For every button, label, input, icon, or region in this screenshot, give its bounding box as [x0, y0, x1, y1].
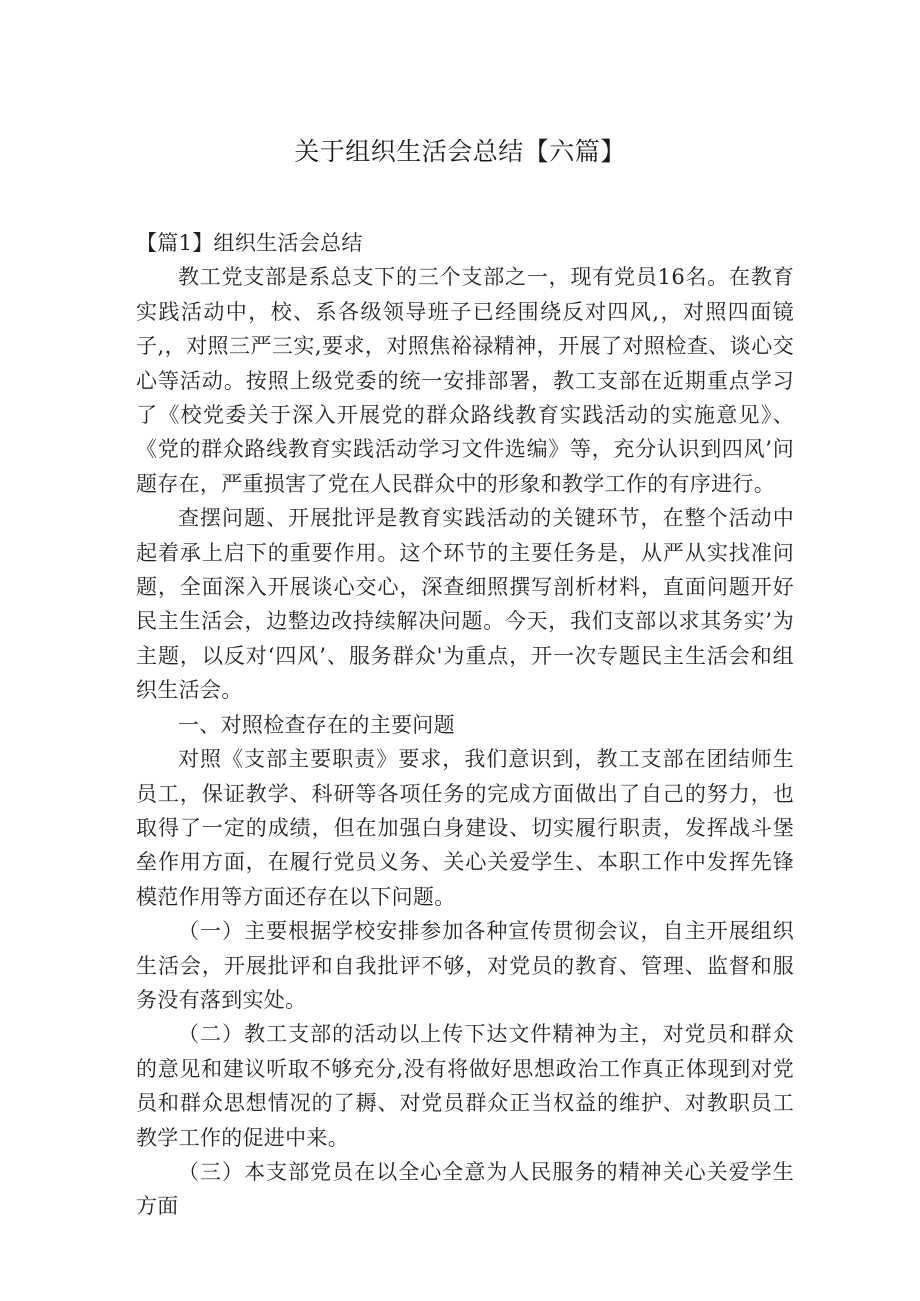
paragraph: 教工党支部是系总支下的三个支部之一，现有党员16名。在教育实践活动中，校、系各级领导班子已经围绕反对四风,，对照四面镜子,，对照三严三实,要求，对照焦裕禄精神，开展了对照检查、谈心交心等活动。按照上级党委的统一安排部署，教工支部在近期重点学习了《校党委关于深入开展党的群众路线教育实践活动的实施意见》、《党的群众路线教育实践活动学习文件选编》等，充分认识到四风’问题存在，严重损害了党在人民群众中的形象和教学工作的有序进行。: [136, 265, 794, 496]
list-item: （二）教工支部的活动以上传下达文件精神为主，对党员和群众的意见和建议听取不够充分,没有将做好思想政治工作真正体现到对党员和群众思想情况的了耨、对党员群众正当权益的维护、对教职员工教学工作的促进中来。: [136, 1022, 794, 1150]
article-body: [136, 226, 794, 1224]
paragraph: 对照《支部主要职责》要求，我们意识到，教工支部在团结师生员工，保证教学、科研等各项任务的完成方面做出了自己的努力，也取得了一定的成绩，但在加强白身建设、切实履行职责，发挥战斗堡垒作用方面，在履行党员义务、关心关爱学生、本职工作中发挥先锋模范作用等方面还存在以下问题。: [136, 747, 794, 909]
list-item: （三）本支部党员在以全心全意为人民服务的精神关心关爱学生方面: [136, 1159, 794, 1219]
paragraph: 查摆问题、开展批评是教育实践活动的关键环节，在整个活动中起着承上启下的重要作用。这个环节的主要任务是，从严从实找准问题，全面深入开展谈心交心，深查细照撰写剖析材料，直面问题开好民主生活会，边整边改持续解决问题。今天，我们支部以求其务实’为主题，以反对‘四风’、服务群众'为重点，开一次专题民主生活会和组织生活会。: [136, 506, 794, 703]
list-item: （一）主要根据学校安排参加各种宣传贯彻会议，自主开展组织生活会，开展批评和自我批评不够，对党员的教育、管理、监督和服务没有落到实处。: [136, 919, 794, 1012]
section-heading: 【篇1】组织生活会总结: [136, 231, 363, 255]
subheading: 一、对照检查存在的主要问题: [178, 712, 455, 737]
document-title: 关于组织生活会总结【六篇】: [294, 136, 626, 166]
